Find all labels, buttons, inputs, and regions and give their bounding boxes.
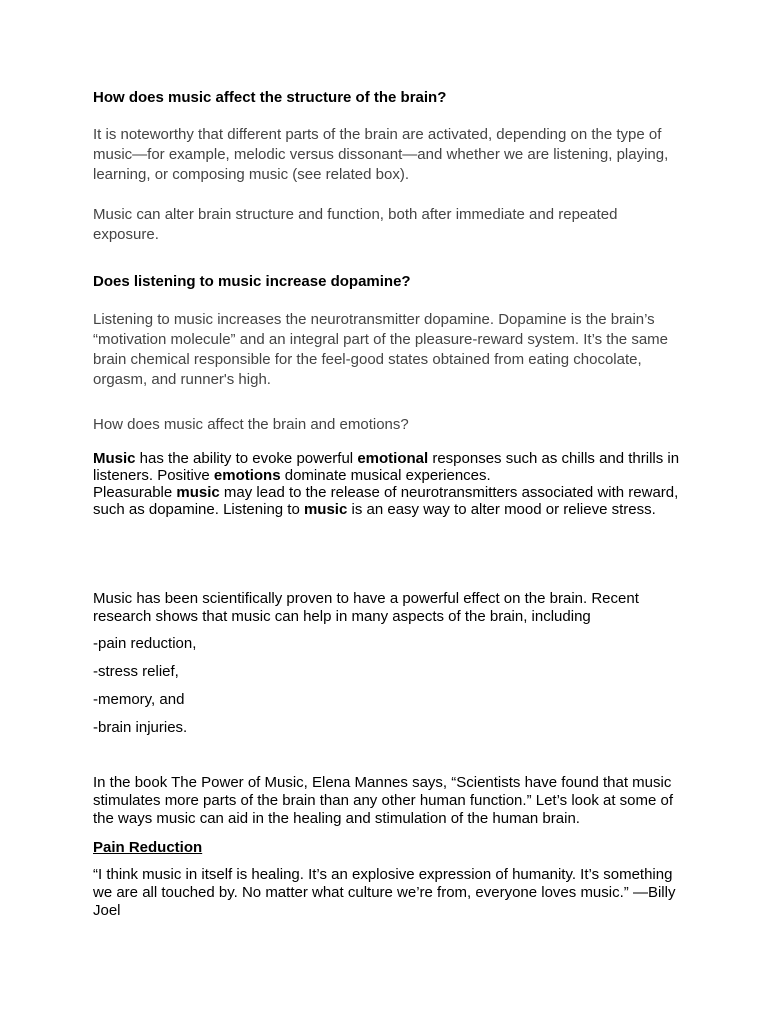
text-run: Pleasurable: [93, 484, 177, 501]
list-item: -memory, and: [93, 691, 185, 708]
bold-emotional: emotional: [357, 450, 429, 467]
paragraph-brain-activation: It is noteworthy that different parts of the brain are activated, depending on the type of music—for example, melodic versus dissonant—and whether we are listening, playing, learning, or composing music (see related box).: [93, 126, 669, 183]
heading-dopamine: Does listening to music increase dopamine?: [93, 273, 411, 290]
bold-emotions: emotions: [213, 467, 281, 484]
question-brain-emotions: How does music affect the brain and emotions?: [93, 416, 409, 433]
paragraph-scientific-proof: Music has been scientifically proven to have a powerful effect on the brain. Recent research shows that music can help in many aspects of the brain, including: [93, 590, 639, 625]
list-item: -pain reduction,: [93, 635, 197, 652]
emotions-paragraph: [93, 450, 683, 518]
emotions-sentence-1: [93, 450, 683, 484]
heading-brain-structure: How does music affect the structure of the brain?: [93, 89, 447, 106]
bold-music: music: [176, 484, 220, 501]
text-run: dominate musical experiences.: [280, 467, 491, 484]
subheading-pain-reduction: Pain Reduction: [93, 839, 203, 856]
text-run: may lead to the release of neurotransmitters associated with reward, such as dopamine. Listening to: [93, 484, 679, 518]
quote-billy-joel: “I think music in itself is healing. It’s an explosive expression of humanity. It’s something we are all touched by. No matter what culture we’re from, everyone loves music.” —Billy Joel: [93, 866, 676, 919]
bold-music: Music: [93, 450, 136, 467]
text-run: is an easy way to alter mood or relieve stress.: [347, 501, 656, 518]
bold-music: music: [303, 501, 348, 518]
paragraph-power-of-music: In the book The Power of Music, Elena Mannes says, “Scientists have found that music stimulates more parts of the brain than any other human function.” Let’s look at some of the ways music can aid in the healing and stimulation of the human brain.: [93, 774, 674, 827]
emotions-sentence-2: [93, 484, 683, 518]
paragraph-brain-alteration: Music can alter brain structure and function, both after immediate and repeated exposure.: [93, 206, 618, 243]
list-item: -stress relief,: [93, 663, 179, 680]
list-item: -brain injuries.: [93, 719, 188, 736]
text-run: has the ability to evoke powerful: [135, 450, 358, 467]
text-run: responses such as chills and thrills in listeners. Positive: [93, 450, 680, 484]
paragraph-dopamine: Listening to music increases the neurotransmitter dopamine. Dopamine is the brain’s “motivation molecule” and an integral part of the pleasure-reward system. It’s the same brain chemical responsible for the feel-good states obtained from eating chocolate, orgasm, and runner's high.: [93, 311, 668, 388]
